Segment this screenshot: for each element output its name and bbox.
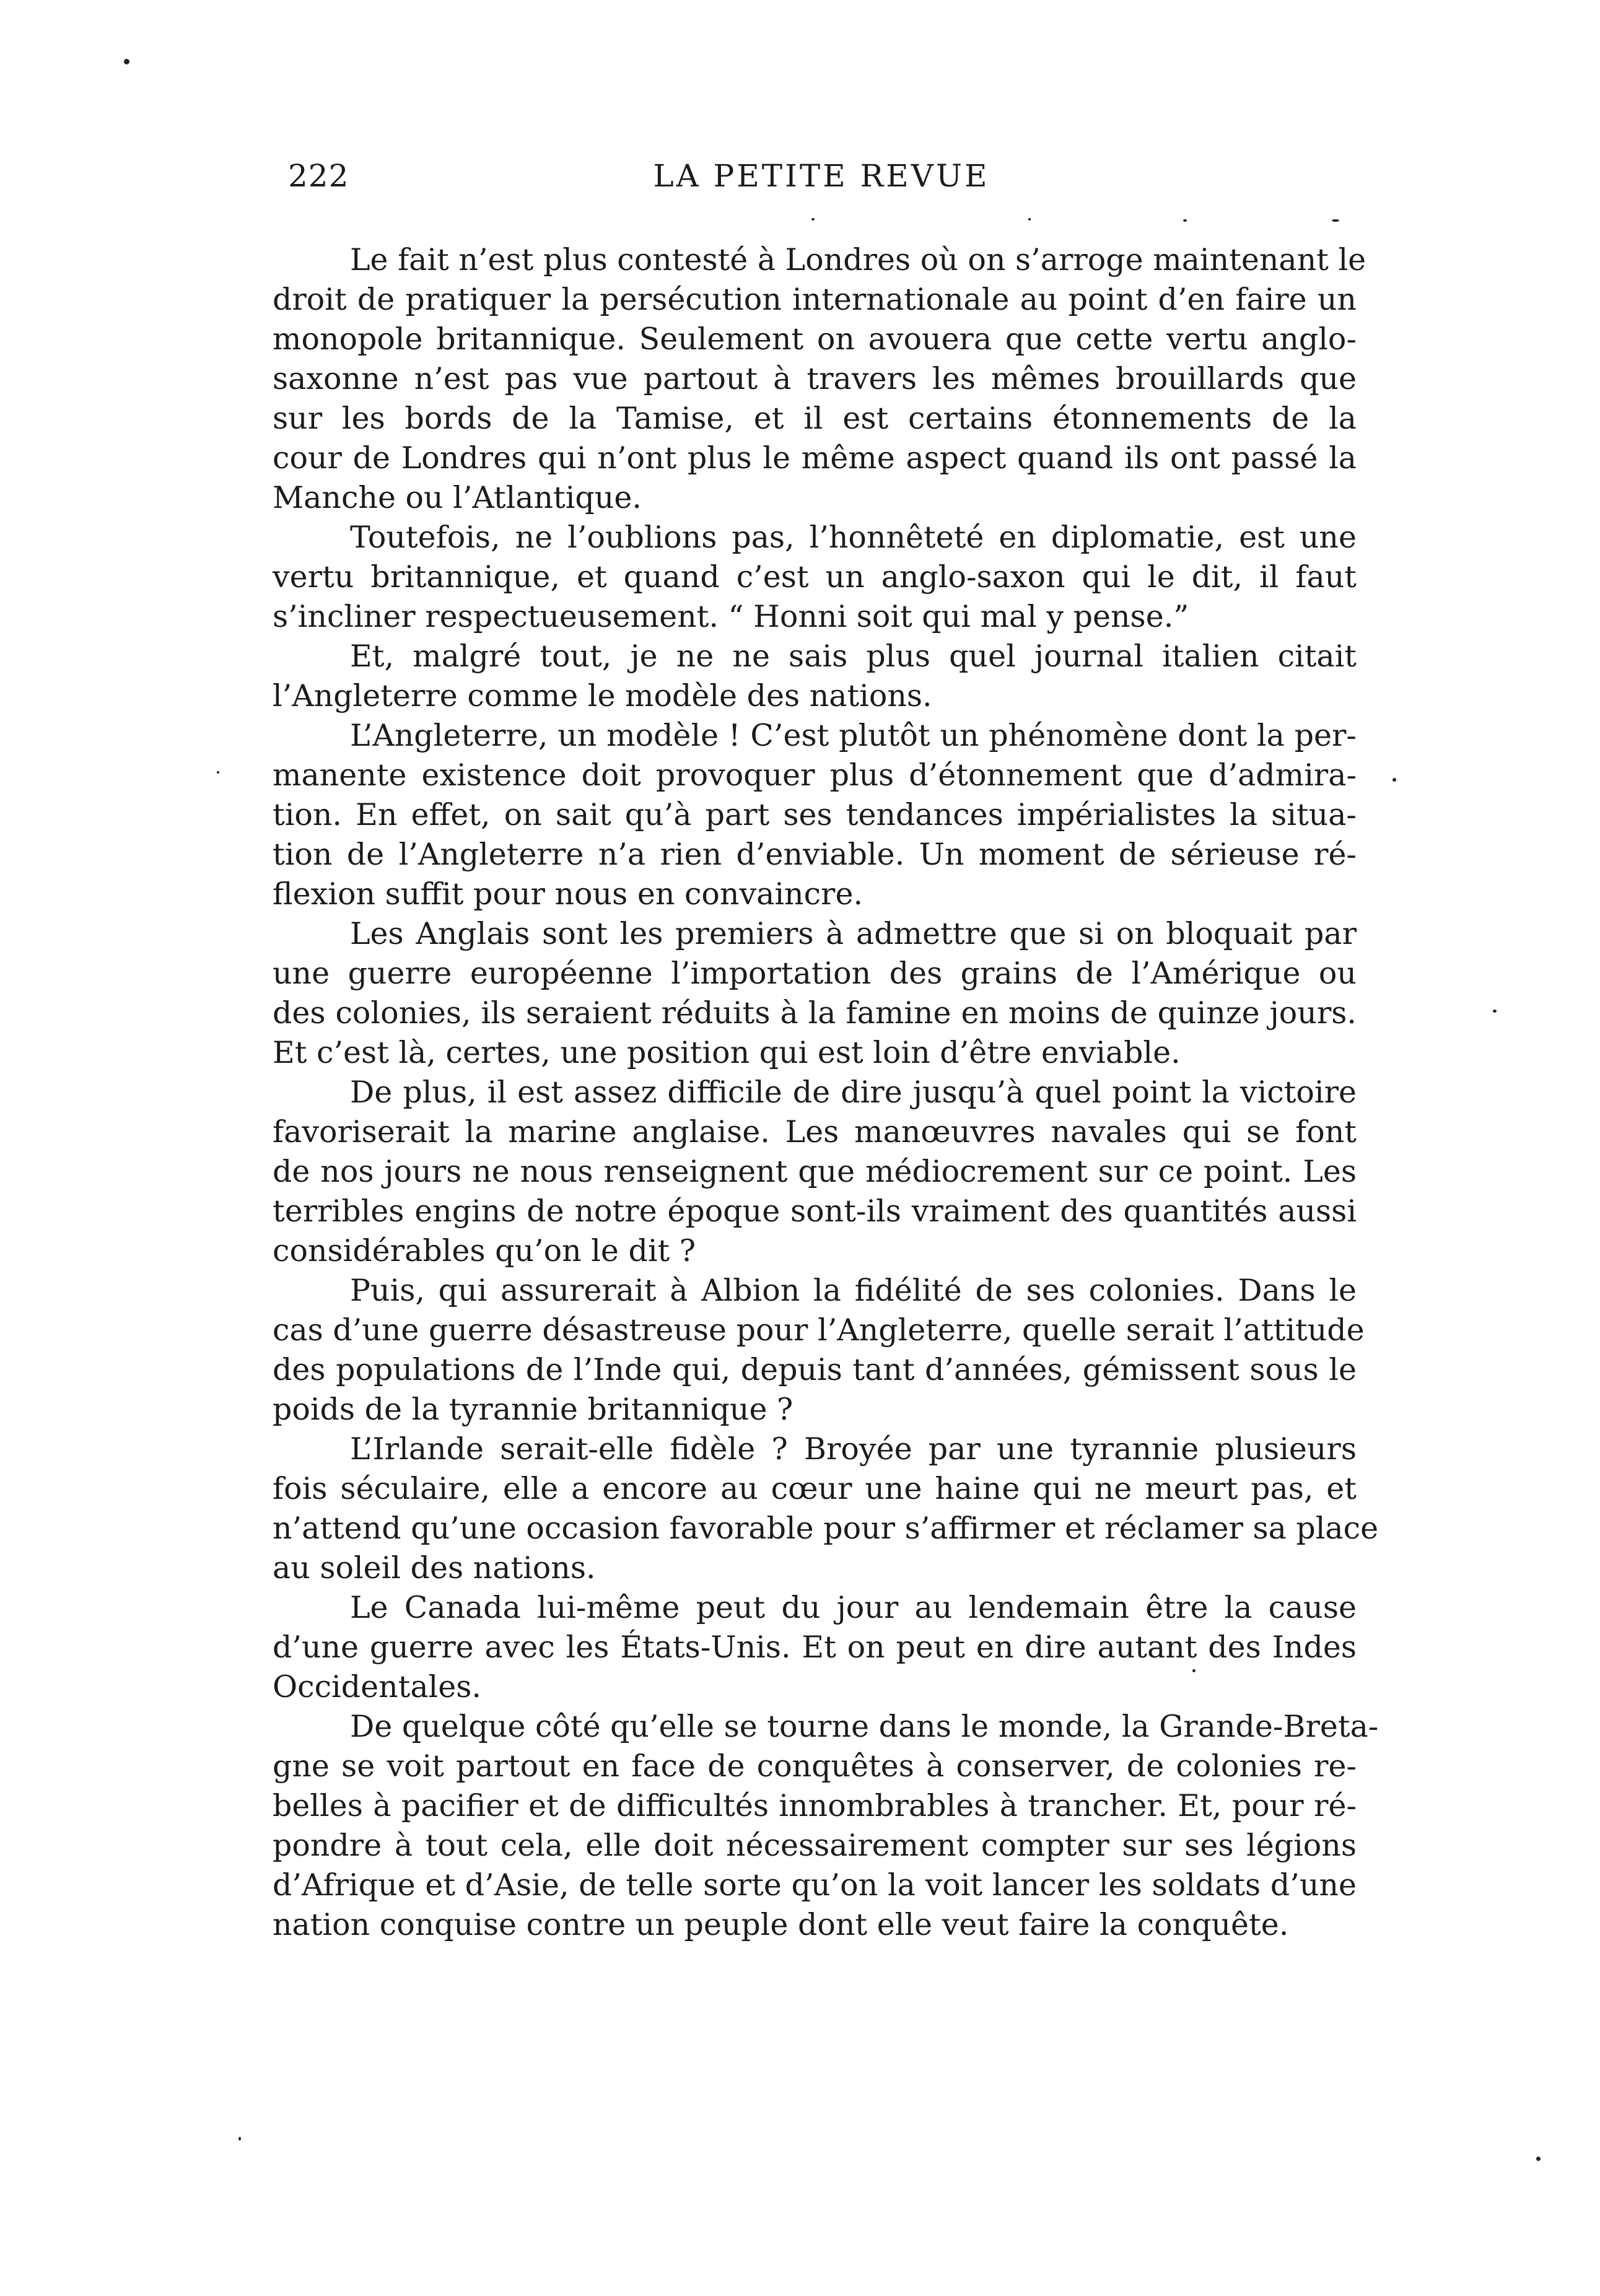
text-line: Toutefois, ne l’oublions pas, l’honnêteté en diplomatie, est une — [350, 520, 1357, 555]
text-line: monopole britannique. Seulement on avouera que cette vertu anglo- — [273, 321, 1357, 357]
text-line: De plus, il est assez difficile de dire jusqu’à quel point la victoire — [350, 1075, 1357, 1110]
text-line: l’Angleterre comme le modèle des nations. — [273, 678, 932, 714]
text-line: de nos jours ne nous renseignent que médiocrement sur ce point. Les — [273, 1154, 1357, 1189]
text-line: terribles engins de notre époque sont-ils vraiment des quantités aussi — [273, 1194, 1357, 1229]
scan-speck — [1536, 2157, 1541, 2161]
text-line: vertu britannique, et quand c’est un anglo-saxon qui le dit, il faut — [273, 559, 1357, 595]
text-line: d’Afrique et d’Asie, de telle sorte qu’on la voit lancer les soldats d’une — [273, 1867, 1357, 1903]
text-line: des populations de l’Inde qui, depuis tant d’années, gémissent sous le — [273, 1352, 1357, 1387]
text-line: cas d’une guerre désastreuse pour l’Angleterre, quelle serait l’attitude — [273, 1312, 1365, 1348]
text-line: sur les bords de la Tamise, et il est certains étonnements de la — [273, 401, 1357, 436]
text-line: gne se voit partout en face de conquêtes à conserver, de colonies re- — [273, 1748, 1357, 1784]
page-header — [288, 158, 1355, 207]
text-line: Les Anglais sont les premiers à admettre que si on bloquait par — [350, 916, 1357, 951]
text-line: n’attend qu’une occasion favorable pour s’affirmer et réclamer sa place — [273, 1511, 1379, 1546]
page-number: 222 — [288, 158, 349, 194]
text-line: Et c’est là, certes, une position qui est loin d’être enviable. — [273, 1035, 1181, 1070]
text-line: considérables qu’on le dit ? — [273, 1233, 696, 1268]
text-line: s’incliner respectueusement. “ Honni soit qui mal y pense.” — [273, 599, 1189, 634]
scan-speck — [1493, 1010, 1497, 1013]
body-text — [273, 240, 1379, 1945]
text-line: manente existence doit provoquer plus d’étonnement que d’admira- — [273, 757, 1357, 793]
text-line: tion de l’Angleterre n’a rien d’enviable. Un moment de sérieuse ré- — [273, 837, 1357, 872]
text-line: d’une guerre avec les États-Unis. Et on peut en dire autant des Indes — [273, 1630, 1357, 1665]
scan-speck — [1392, 778, 1396, 782]
scan-speck — [1183, 219, 1187, 222]
text-line: une guerre européenne l’importation des grains de l’Amérique ou — [273, 956, 1357, 991]
scan-speck — [811, 218, 815, 220]
scan-speck — [217, 771, 219, 774]
text-line: tion. En effet, on sait qu’à part ses tendances impérialistes la situa- — [273, 797, 1357, 832]
text-line: Le Canada lui-même peut du jour au lendemain être la cause — [350, 1590, 1357, 1625]
text-line: pondre à tout cela, elle doit nécessairement compter sur ses légions — [273, 1828, 1357, 1863]
text-line: Et, malgré tout, je ne ne sais plus quel journal italien citait — [350, 639, 1357, 674]
text-line: droit de pratiquer la persécution internationale au point d’en faire un — [273, 282, 1357, 317]
text-line: L’Irlande serait-elle fidèle ? Broyée par une tyrannie plusieurs — [350, 1431, 1357, 1467]
text-line: De quelque côté qu’elle se tourne dans le monde, la Grande-Breta- — [350, 1709, 1379, 1744]
text-line: L’Angleterre, un modèle ! C’est plutôt un phénomène dont la per- — [350, 718, 1357, 753]
text-line: Occidentales. — [273, 1669, 481, 1705]
text-line: cour de Londres qui n’ont plus le même aspect quand ils ont passé la — [273, 440, 1357, 476]
text-line: des colonies, ils seraient réduits à la famine en moins de quinze jours. — [273, 995, 1357, 1031]
text-line: favoriserait la marine anglaise. Les manœuvres navales qui se font — [273, 1114, 1357, 1150]
text-line: flexion suffit pour nous en convaincre. — [273, 876, 863, 912]
text-line: Puis, qui assurerait à Albion la fidélité de ses colonies. Dans le — [350, 1273, 1357, 1308]
text-line: belles à pacifier et de difficultés innombrables à trancher. Et, pour ré- — [273, 1788, 1357, 1823]
text-line: au soleil des nations. — [273, 1550, 596, 1586]
scan-speck — [1332, 219, 1339, 222]
scan-speck — [124, 59, 129, 64]
scan-speck — [1192, 1669, 1196, 1672]
scan-speck — [238, 2137, 241, 2141]
text-line: fois séculaire, elle a encore au cœur une haine qui ne meurt pas, et — [273, 1471, 1357, 1506]
text-line: saxonne n’est pas vue partout à travers les mêmes brouillards que — [273, 361, 1357, 396]
text-line: Le fait n’est plus contesté à Londres où on s’arroge maintenant le — [350, 242, 1366, 277]
running-title: LA PETITE REVUE — [653, 158, 990, 194]
text-line: nation conquise contre un peuple dont elle veut faire la conquête. — [273, 1907, 1289, 1942]
scan-speck — [1028, 218, 1031, 220]
text-line: Manche ou l’Atlantique. — [273, 480, 642, 515]
text-line: poids de la tyrannie britannique ? — [273, 1392, 793, 1427]
